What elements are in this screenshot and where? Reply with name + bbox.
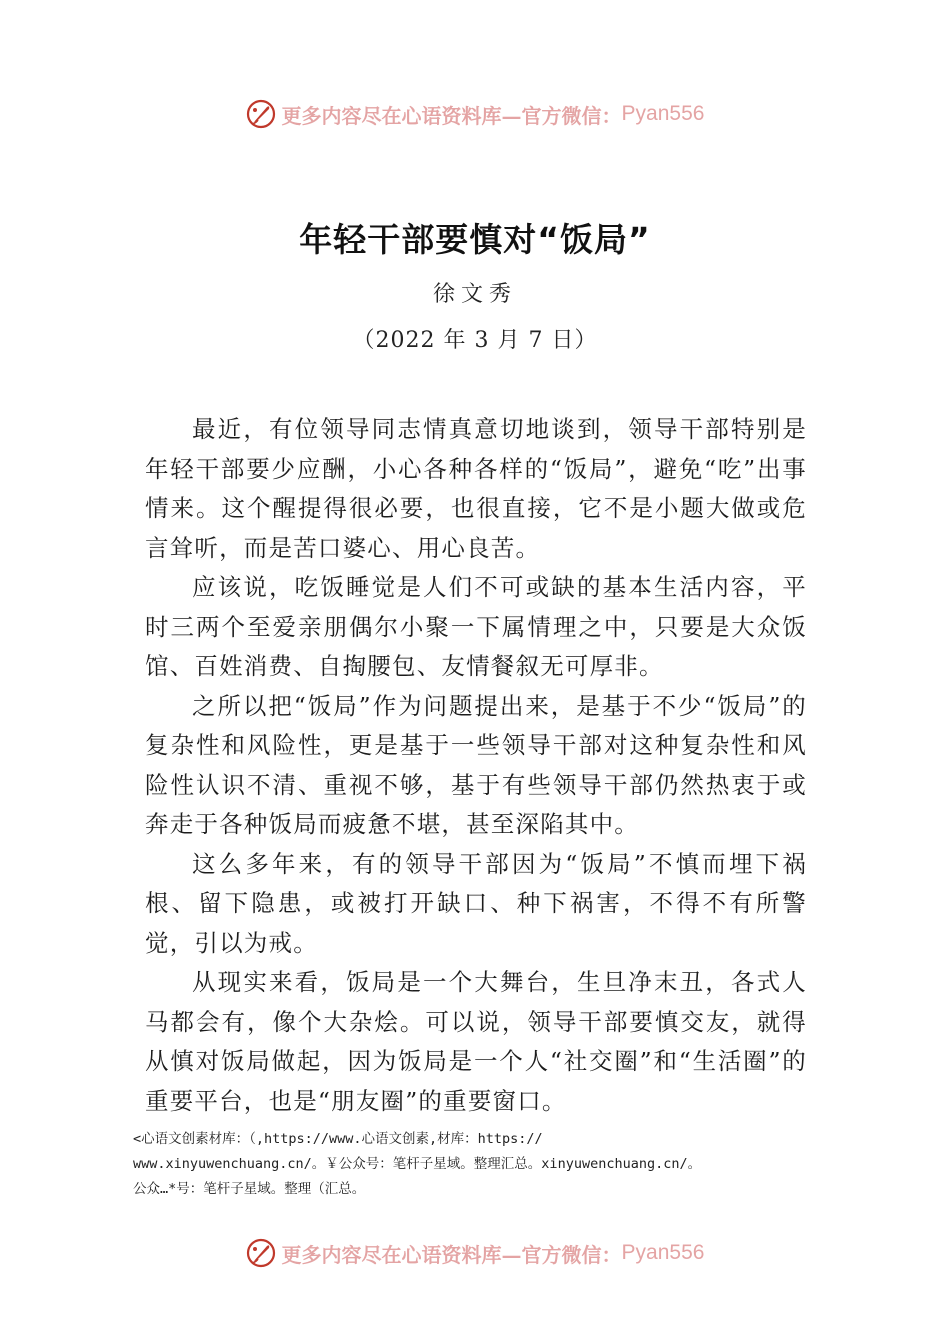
article-author: 徐文秀 xyxy=(432,282,517,307)
paragraph: 之所以把“饭局”作为问题提出来，是基于不少“饭局”的复杂性和风险性，更是基于一些领导干部对这种复杂性和风险性认识不清、重视不够，基于有些领导干部仍然热衷于或奔走于各种饭局而疲惫不堪，甚至深陷其中。 xyxy=(145,691,807,838)
banner-text: 更多内容尽在心语资料库—官方微信： xyxy=(281,1242,622,1267)
quill-pen-icon xyxy=(246,1238,276,1268)
footer-banner xyxy=(0,1233,950,1273)
article-date: （2022 年 3 月 7 日） xyxy=(352,328,598,353)
paragraph: 最近，有位领导同志情真意切地谈到，领导干部特别是年轻干部要少应酬，小心各种各样的“饭局”，避免“吃”出事情来。这个醒提得很必要，也很直接，它不是小题大做或危言耸听，而是苦口婆心、用心良苦。 xyxy=(145,415,807,562)
paragraph: 应该说，吃饭睡觉是人们不可或缺的基本生活内容，平时三两个至爱亲朋偶尔小聚一下属情理之中，只要是大众饭馆、百姓消费、自掏腰包、友情餐叙无可厚非。 xyxy=(145,573,807,680)
paragraph: 这么多年来，有的领导干部因为“饭局”不慎而埋下祸根、留下隐患，或被打开缺口、种下祸害，不得不有所警觉，引以为戒。 xyxy=(145,849,807,957)
source-note-line: <心语文创素材库：（,https://www.心语文创素,材库：https:// xyxy=(133,1131,543,1147)
article-title: 年轻干部要慎对“饭局” xyxy=(299,220,651,259)
source-note-line: www.xinyuwenchuang.cn/。￥公众号：笔杆子星域。整理汇总。xinyuwenchuang.cn/。 xyxy=(133,1156,702,1172)
banner-wechat-id: Pyan556 xyxy=(621,102,705,125)
paragraph: 从现实来看，饭局是一个大舞台，生旦净末丑，各式人马都会有，像个大杂烩。可以说，领导干部要慎交友，就得从慎对饭局做起，因为饭局是一个人“社交圈”和“生活圈”的重要平台，也是“朋友圈”的重要窗口。 xyxy=(145,968,807,1115)
banner-text: 更多内容尽在心语资料库—官方微信： xyxy=(281,103,622,128)
quill-pen-icon xyxy=(246,99,276,129)
header-banner xyxy=(0,94,950,134)
source-note-line: 公众…*号：笔杆子星域。整理（汇总。 xyxy=(133,1181,366,1197)
article-body xyxy=(145,410,807,1121)
banner-wechat-id: Pyan556 xyxy=(621,1241,705,1264)
source-note xyxy=(133,1127,823,1202)
